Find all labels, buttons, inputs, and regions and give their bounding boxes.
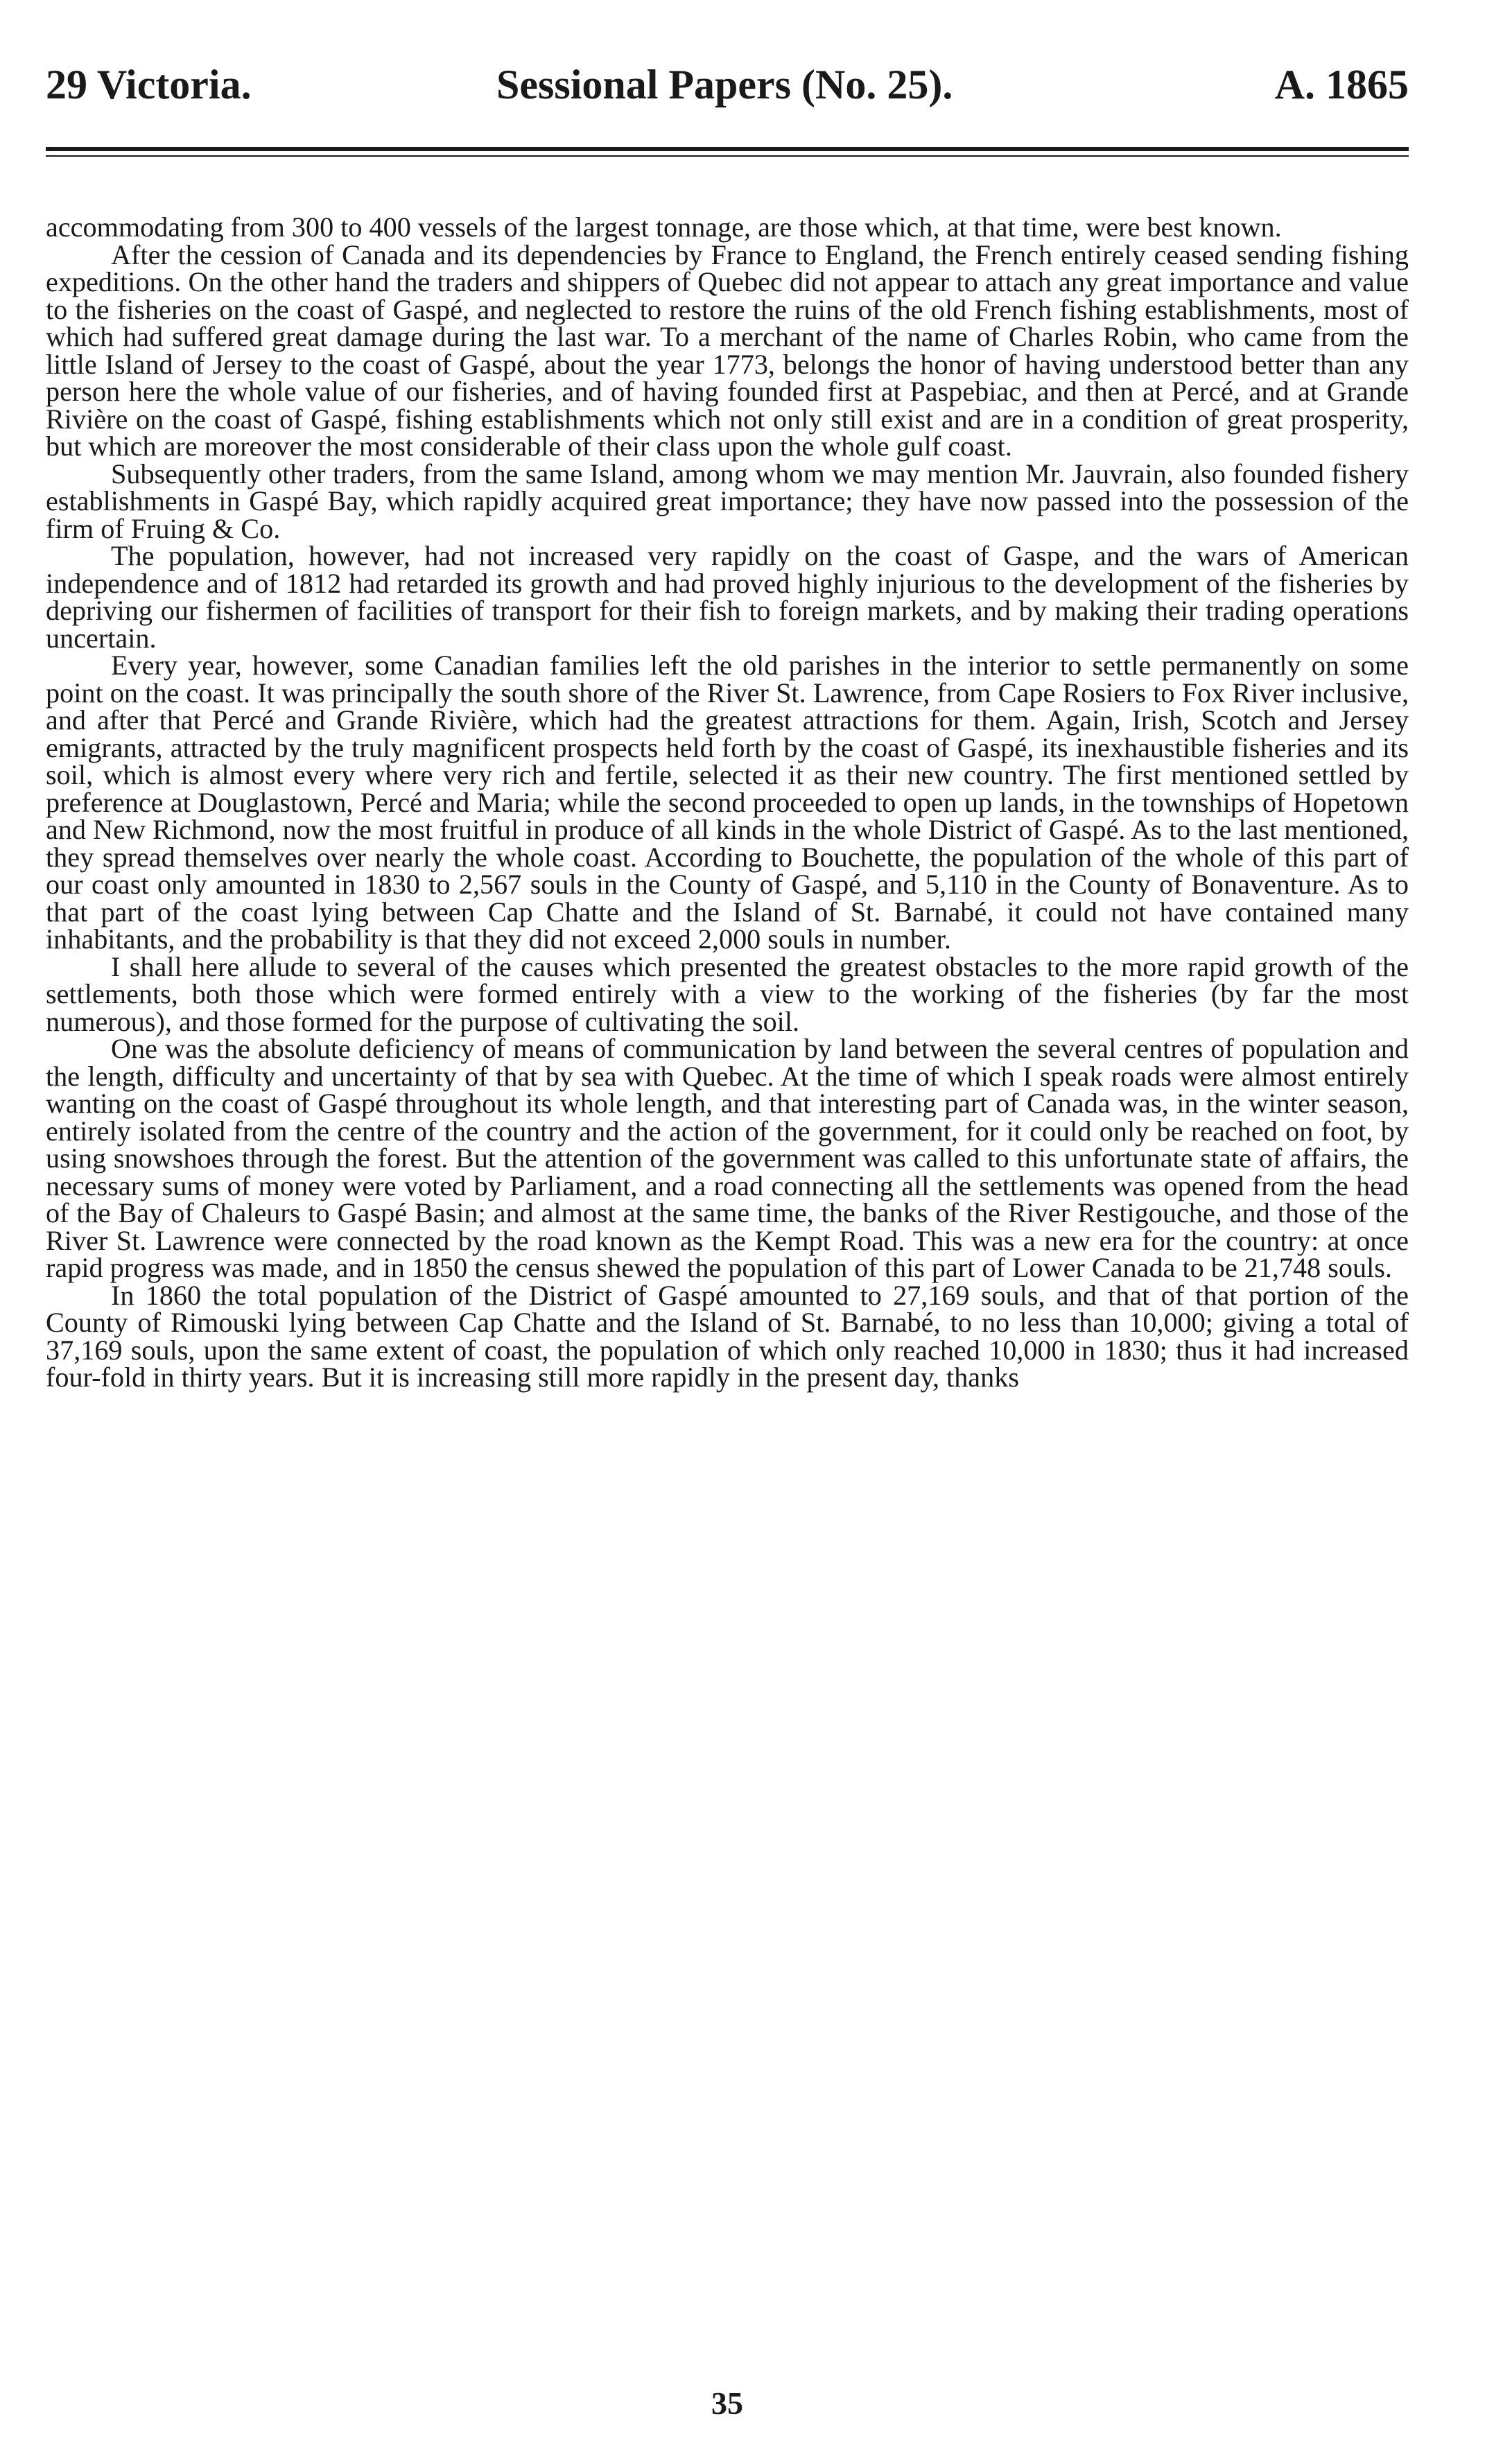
paragraph-1: accommodating from 300 to 400 vessels of the largest tonnage, are those which, at that time, were best known. [46, 211, 1282, 243]
paragraph-7: One was the absolute deficiency of means of communication by land between the several centres of population and the length, difficulty and uncertainty of that by sea with Quebec. At the time of which I speak roads were almost entirely wanting on the coast of Gaspé throughout its whole length, and that interesting part of Canada was, in the winter season, entirely isolated from the centre of the country and the action of the government, for it could only be reached on foot, by using snowshoes through the forest. But the attention of the government was called to this unfortunate state of affairs, the necessary sums of money were voted by Parliament, and a road connecting all the settlements was opened from the head of the Bay of Chaleurs to Gaspé Basin; and almost at the same time, the banks of the River Restigouche, and those of the River St. Lawrence were connected by the road known as the Kempt Road. This was a new era for the country: at once rapid progress was made, and in 1850 the census shewed the population of this part of Lower Canada to be 21,748 souls. [46, 1033, 1409, 1283]
header-rule-thin [46, 155, 1409, 157]
header-session: 29 Victoria. [46, 62, 252, 107]
header-title: Sessional Papers (No. 25). [496, 62, 953, 107]
page-header [46, 28, 1409, 118]
body-text [46, 211, 1409, 1393]
paragraph-4: The population, however, had not increased very rapidly on the coast of Gaspe, and the wars of American independence and of 1812 had retarded its growth and had proved highly injurious to the development of the fisheries by depriving our fishermen of facilities of transport for their fish to foreign markets, and by making their trading operations uncertain. [46, 540, 1409, 654]
paragraph-2: After the cession of Canada and its dependencies by France to England, the French entirely ceased sending fishing expeditions. On the other hand the traders and shippers of Quebec did not appear to attach any great importance and value to the fisheries on the coast of Gaspé, and neglected to restore the ruins of the old French fishing establishments, most of which had suffered great damage during the last war. To a merchant of the name of Charles Robin, who came from the little Island of Jersey to the coast of Gaspé, about the year 1773, belongs the honor of having understood better than any person here the whole value of our fisheries, and of having founded first at Paspebiac, and then at Percé, and at Grande Rivière on the coast of Gaspé, fishing establishments which not only still exist and are in a condition of great prosperity, but which are moreover the most considerable of their class upon the whole gulf coast. [46, 238, 1409, 462]
header-rule-thick [46, 147, 1409, 151]
paragraph-5: Every year, however, some Canadian families left the old parishes in the interior to settle permanently on some point on the coast. It was principally the south shore of the River St. Lawrence, from Cape Rosiers to Fox River inclusive, and after that Percé and Grande Rivière, which had the greatest attractions for them. Again, Irish, Scotch and Jersey emigrants, attracted by the truly magnificent prospects held forth by the coast of Gaspé, its inexhaustible fisheries and its soil, which is almost every where very rich and fertile, selected it as their new country. The first mentioned settled by preference at Douglastown, Percé and Maria; while the second proceeded to open up lands, in the townships of Hopetown and New Richmond, now the most fruitful in produce of all kinds in the whole District of Gaspé. As to the last mentioned, they spread themselves over nearly the whole coast. According to Bouchette, the population of the whole of this part of our coast only amounted in 1830 to 2,567 souls in the County of Gaspé, and 5,110 in the County of Bonaventure. As to that part of the coast lying between Cap Chatte and the Island of St. Barnabé, it could not have contained many inhabitants, and the probability is that they did not exceed 2,000 souls in number. [46, 650, 1409, 955]
document-page [46, 28, 1409, 2426]
header-year: A. 1865 [1274, 62, 1409, 107]
paragraph-8: In 1860 the total population of the District of Gaspé amounted to 27,169 souls, and that of that portion of the County of Rimouski lying between Cap Chatte and the Island of St. Barnabé, to no less than 10,000; giving a total of 37,169 souls, upon the same extent of coast, the population of which only reached 10,000 in 1830; thus it had increased four-fold in thirty years. But it is increasing still more rapidly in the present day, thanks [46, 1279, 1409, 1393]
page-number: 35 [711, 2385, 743, 2421]
paragraph-6: I shall here allude to several of the causes which presented the greatest obstacles to the more rapid growth of the settlements, both those which were formed entirely with a view to the working of the fisheries (by far the most numerous), and those formed for the purpose of cultivating the soil. [46, 950, 1409, 1037]
paragraph-3: Subsequently other traders, from the same Island, among whom we may mention Mr. Jauvrain, also founded fishery establishments in Gaspé Bay, which rapidly acquired great importance; they have now passed into the possession of the firm of Fruing & Co. [46, 458, 1409, 544]
